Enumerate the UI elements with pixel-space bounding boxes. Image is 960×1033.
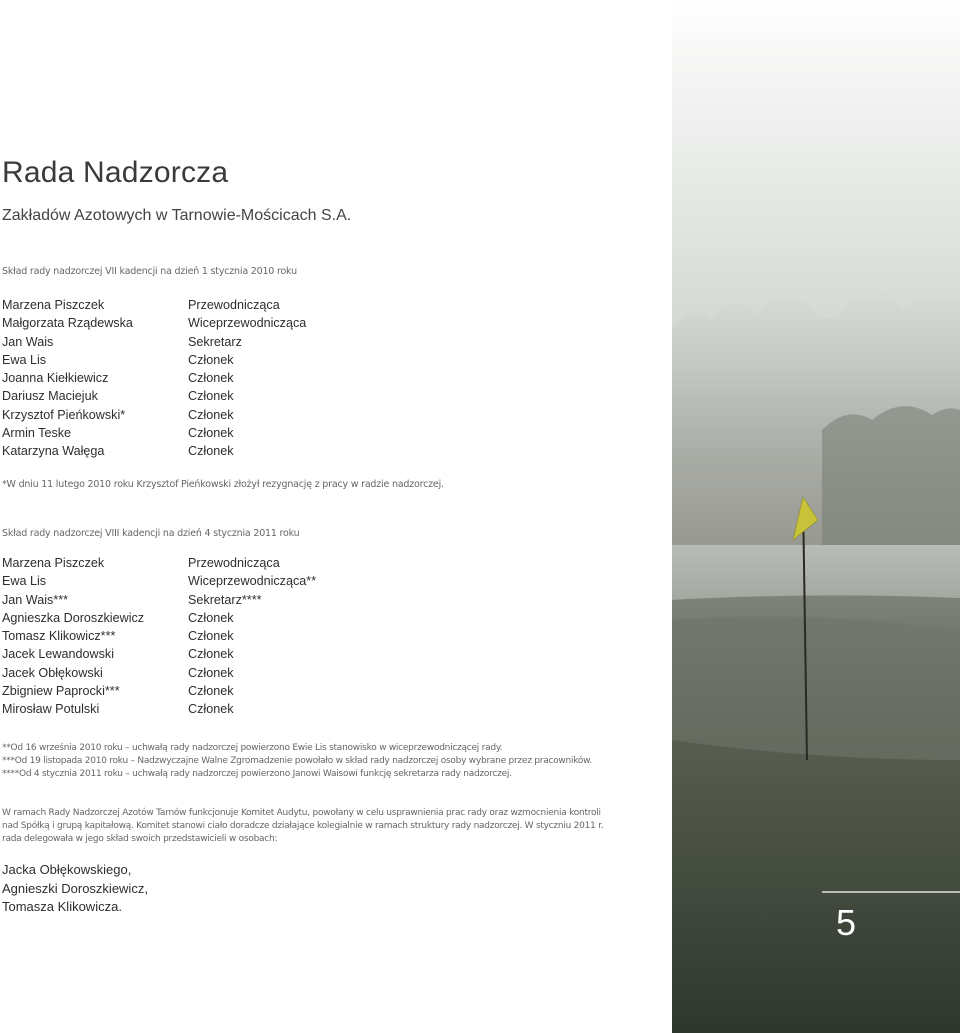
member-name: Joanna Kiełkiewicz (2, 371, 109, 386)
member-name: Krzysztof Pieńkowski* (2, 407, 126, 422)
member-role: Członek (188, 629, 234, 644)
member-name: Tomasz Klikowicz*** (2, 629, 116, 644)
member-name: Mirosław Potulski (2, 702, 100, 717)
board-vii-caption: Skład rady nadzorczej VII kadencji na dzień 1 stycznia 2010 roku (2, 266, 297, 277)
member-role: Sekretarz (188, 334, 242, 349)
member-role: Wiceprzewodnicząca** (188, 574, 317, 589)
member-role: Wiceprzewodnicząca (188, 316, 307, 331)
member-name: Jan Wais (2, 334, 54, 349)
member-role: Członek (188, 407, 234, 422)
golf-course-photo (672, 0, 960, 1033)
delegate-name: Agnieszki Doroszkiewicz, (2, 880, 148, 896)
member-name: Armin Teske (2, 426, 72, 441)
member-role: Przewodnicząca (188, 556, 280, 570)
putting-green (672, 617, 960, 760)
footnote: ****Od 4 stycznia 2011 roku – uchwałą rady nadzorczej powierzono Janowi Waisowi funkcję sekretarza rady nadzorczej. (2, 769, 512, 779)
page-number: 5 (836, 902, 857, 943)
member-role: Członek (188, 702, 234, 717)
member-name: Dariusz Maciejuk (2, 389, 98, 404)
member-name: Marzena Piszczek (2, 556, 105, 570)
member-role: Członek (188, 352, 234, 367)
member-name: Małgorzata Rządewska (2, 316, 133, 331)
board-viii-footnotes (2, 742, 592, 781)
footnote: **Od 16 września 2010 roku – uchwałą rady nadzorczej powierzono Ewie Lis stanowisko w wiceprzewodniczącej rady. (2, 743, 503, 753)
audit-committee-text (2, 807, 602, 846)
member-role: Sekretarz**** (188, 592, 262, 607)
member-name: Jacek Obłękowski (2, 665, 103, 680)
committee-line: rada delegowała w jego skład swoich przedstawicieli w osobach: (2, 834, 278, 844)
member-role: Członek (188, 389, 234, 404)
board-vii-footnote: *W dniu 11 lutego 2010 roku Krzysztof Pieńkowski złożył rezygnację z pracy w radzie nadzorczej. (2, 479, 444, 490)
member-role: Członek (188, 684, 234, 699)
committee-line: W ramach Rady Nadzorczej Azotów Tarnów funkcjonuje Komitet Audytu, powołany w celu usprawnienia prac rady oraz wzmocnienia kontroli (2, 808, 601, 818)
delegate-name: Tomasza Klikowicza. (2, 899, 122, 914)
member-name: Marzena Piszczek (2, 298, 105, 312)
member-role: Członek (188, 665, 234, 680)
page-subtitle: Zakładów Azotowych w Tarnowie-Mościcach S.A. (2, 207, 352, 224)
member-role: Członek (188, 444, 234, 459)
member-role: Przewodnicząca (188, 298, 280, 312)
delegate-name: Jacka Obłękowskiego, (2, 862, 132, 877)
member-name: Ewa Lis (2, 352, 47, 367)
board-viii-caption: Skład rady nadzorczej VIII kadencji na dzień 4 stycznia 2011 roku (2, 528, 300, 539)
member-name: Agnieszka Doroszkiewicz (2, 610, 145, 625)
footnote: ***Od 19 listopada 2010 roku – Nadzwyczajne Walne Zgromadzenie powołało w skład rady nadzorczej osoby wybrane przez pracowników. (2, 756, 593, 766)
member-name: Jan Wais*** (2, 592, 69, 607)
member-name: Jacek Lewandowski (2, 647, 115, 662)
committee-line: nad Spółką i grupą kapitałową. Komitet stanowi ciało doradcze działające kolegialnie w ramach struktury rady nadzorczej. W styczniu 2011 r. (2, 821, 604, 831)
photo-scene (672, 0, 960, 1033)
member-role: Członek (188, 610, 234, 625)
member-name: Zbigniew Paprocki*** (2, 684, 120, 699)
member-name: Katarzyna Wałęga (2, 444, 105, 459)
member-name: Ewa Lis (2, 574, 47, 589)
member-role: Członek (188, 371, 234, 386)
page-title: Rada Nadzorcza (2, 156, 229, 189)
member-role: Członek (188, 426, 234, 441)
committee-delegates (2, 861, 148, 917)
member-role: Członek (188, 647, 234, 662)
